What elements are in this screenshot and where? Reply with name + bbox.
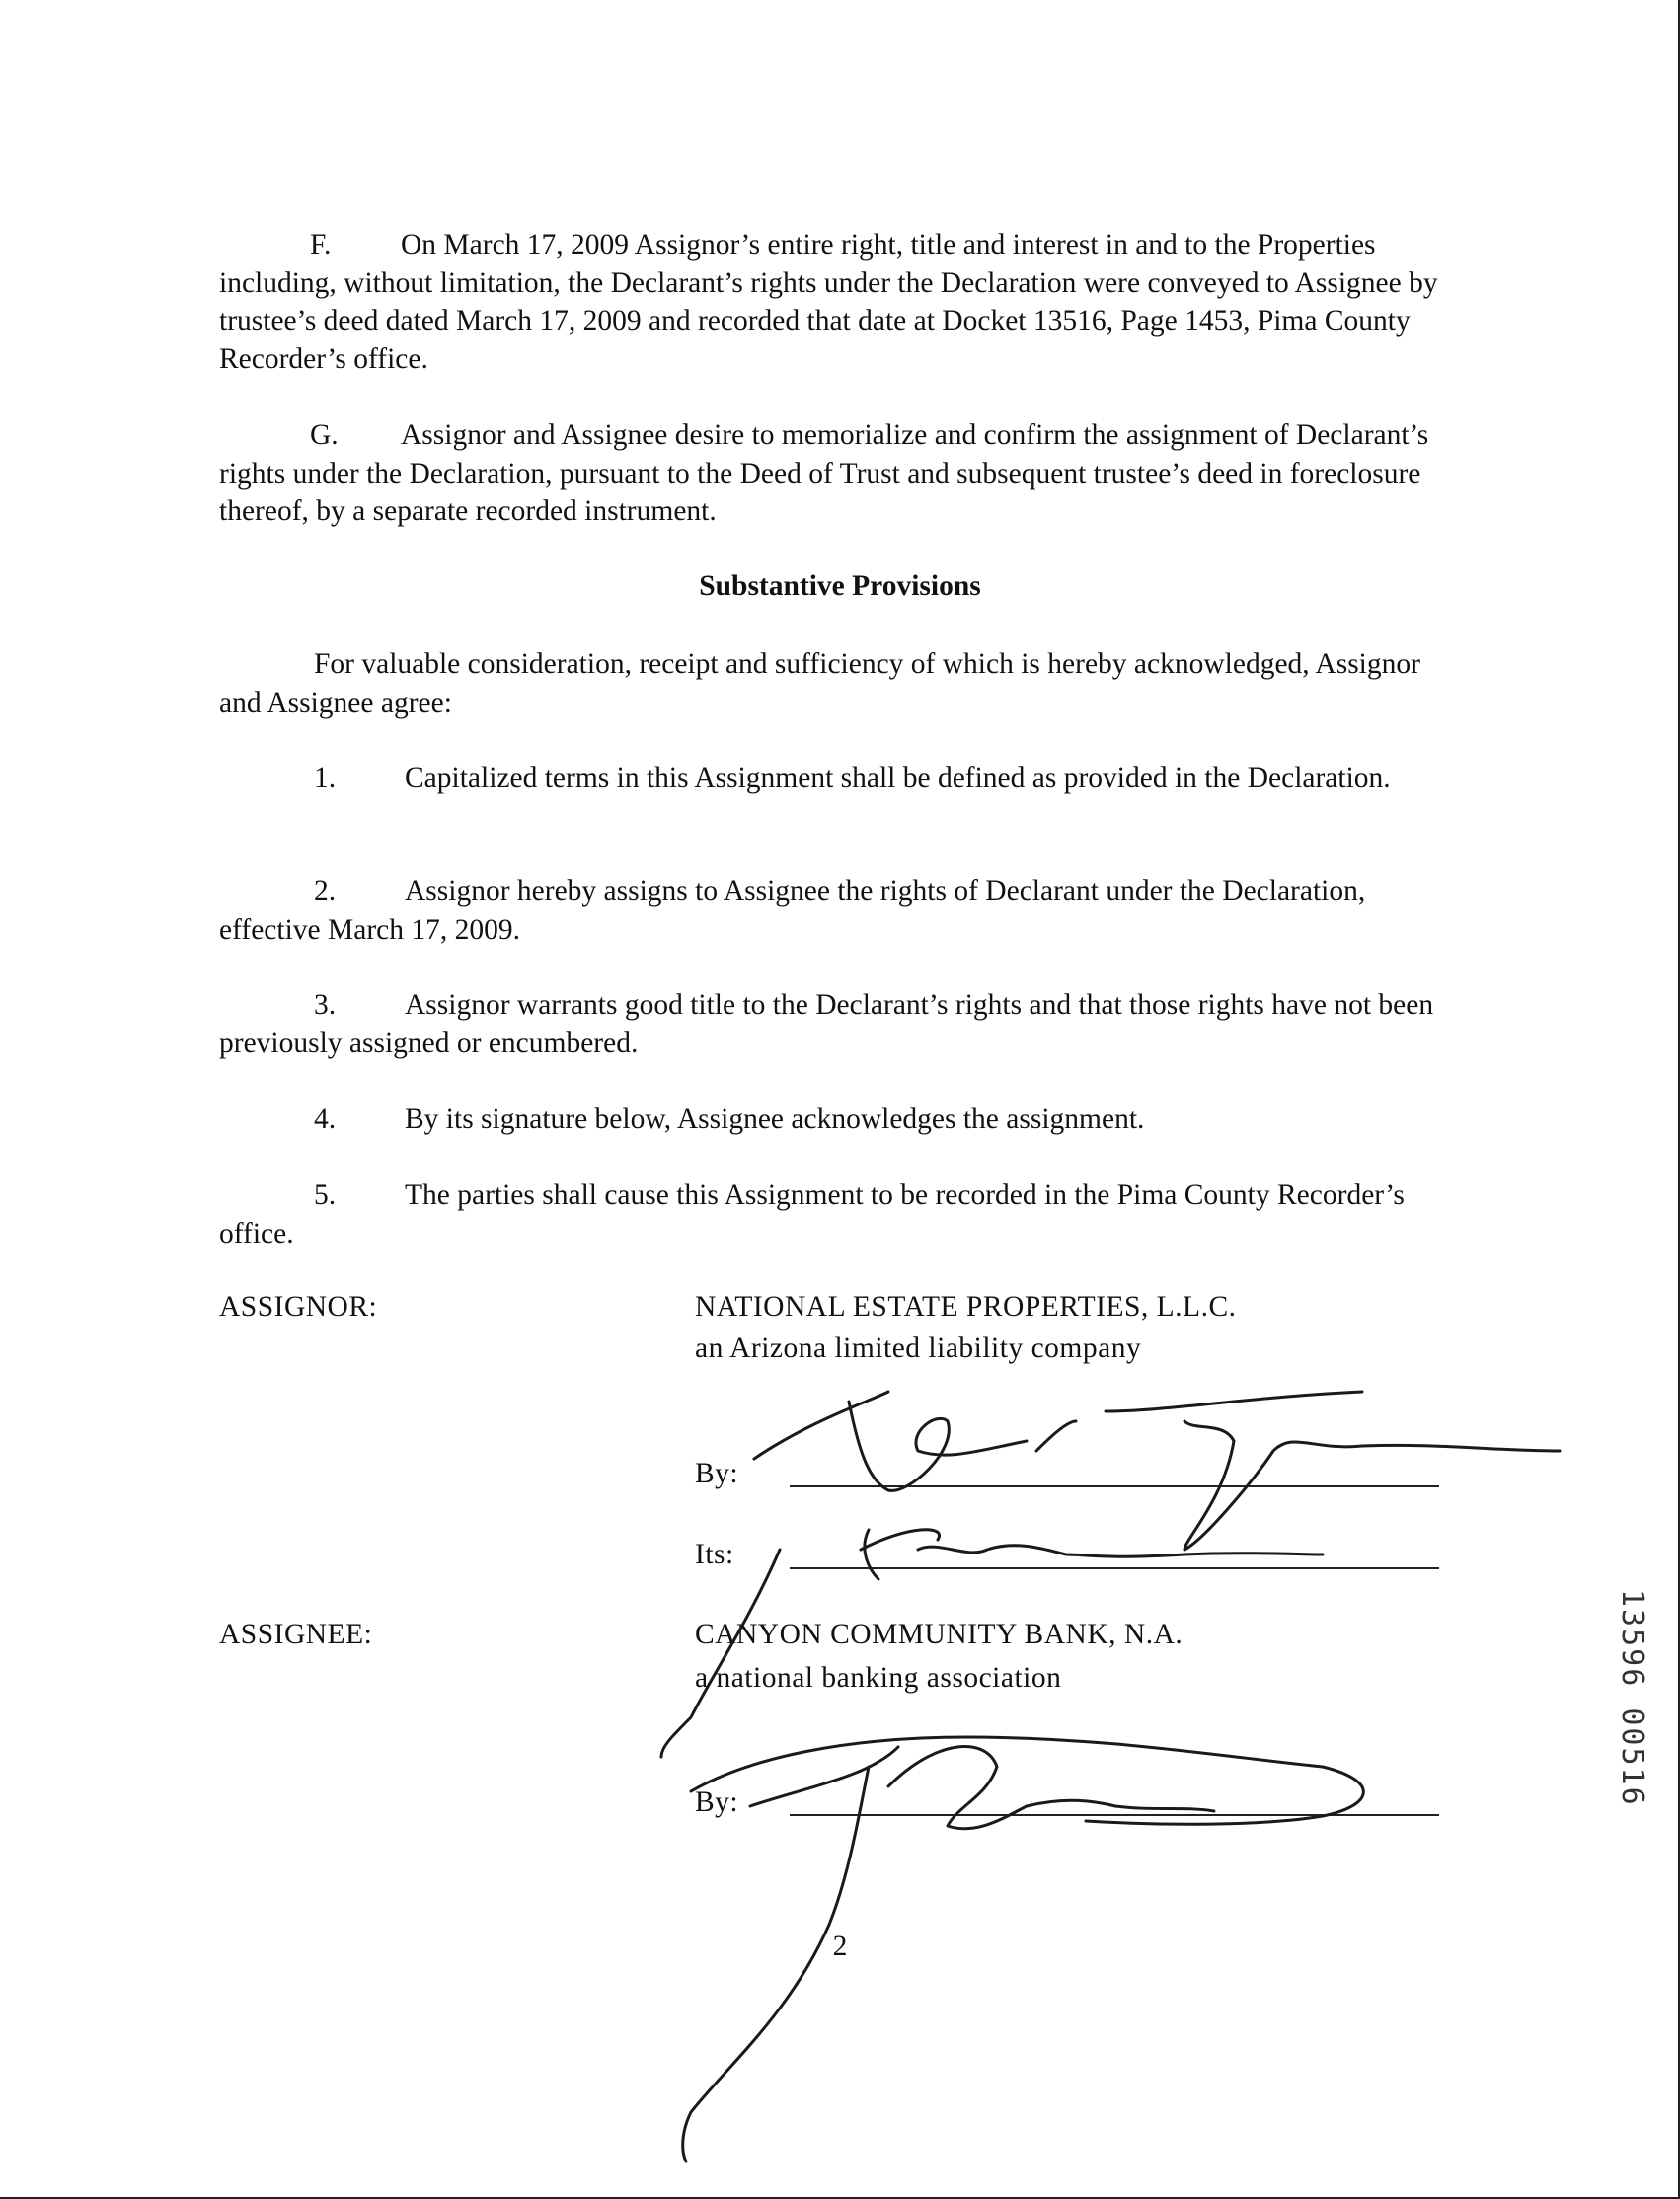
assignor-its-label: Its: xyxy=(695,1539,734,1570)
provision-2-marker: 2. xyxy=(314,875,337,907)
docket-stamp: 13596 00516 xyxy=(1615,1589,1649,1807)
provision-5-text: The parties shall cause this Assignment to be recorded in the Pima County Recorder’s office. xyxy=(219,1179,1405,1250)
assignor-description: an Arizona limited liability company xyxy=(695,1332,1142,1364)
assignee-by-label: By: xyxy=(695,1786,739,1818)
provision-3-marker: 3. xyxy=(314,989,337,1021)
assignor-label: ASSIGNOR: xyxy=(219,1291,378,1323)
provision-1-marker: 1. xyxy=(314,762,337,794)
assignee-label: ASSIGNEE: xyxy=(219,1619,373,1650)
assignor-by-label: By: xyxy=(695,1458,739,1489)
intro-text: For valuable consideration, receipt and sufficiency of which is hereby acknowledged, Assignor and Assignee agree: xyxy=(219,648,1420,719)
assignee-signature xyxy=(683,1737,1364,2161)
recital-g-text: Assignor and Assignee desire to memorialize and confirm the assignment of Declarant’s rights under the Declaration, pursuant to the Deed of Trust and subsequent trustee’s deed in foreclosure thereof, by a separate recorded instrument. xyxy=(219,419,1429,527)
section-heading: Substantive Provisions xyxy=(699,570,981,602)
recital-g-marker: G. xyxy=(310,419,339,451)
provision-1-text: Capitalized terms in this Assignment shall be defined as provided in the Declaration. xyxy=(405,762,1391,794)
provision-4-text: By its signature below, Assignee acknowledges the assignment. xyxy=(405,1103,1145,1135)
recital-f-marker: F. xyxy=(310,229,332,261)
page-number: 2 xyxy=(832,1931,848,1962)
provision-3-text: Assignor warrants good title to the Declarant’s rights and that those rights have not been previously assigned or encumbered. xyxy=(219,989,1434,1059)
assignor-signature xyxy=(754,1392,1560,1550)
assignor-name: NATIONAL ESTATE PROPERTIES, L.L.C. xyxy=(695,1291,1237,1323)
provision-2-text: Assignor hereby assigns to Assignee the rights of Declarant under the Declaration, effective March 17, 2009. xyxy=(219,875,1366,946)
assignor-title-signature xyxy=(661,1530,1323,1757)
assignee-description: a national banking association xyxy=(695,1662,1062,1694)
provision-5-marker: 5. xyxy=(314,1179,337,1211)
provision-4-marker: 4. xyxy=(314,1103,337,1135)
assignee-name: CANYON COMMUNITY BANK, N.A. xyxy=(695,1619,1184,1650)
recital-f-text: On March 17, 2009 Assignor’s entire right, title and interest in and to the Properties including, without limitation, the Declarant’s rights under the Declaration were conveyed to Assignee by trustee’s deed dated March 17, 2009 and recorded that date at Docket 13516, Page 1453, Pima County Recorder’s office. xyxy=(219,229,1438,375)
